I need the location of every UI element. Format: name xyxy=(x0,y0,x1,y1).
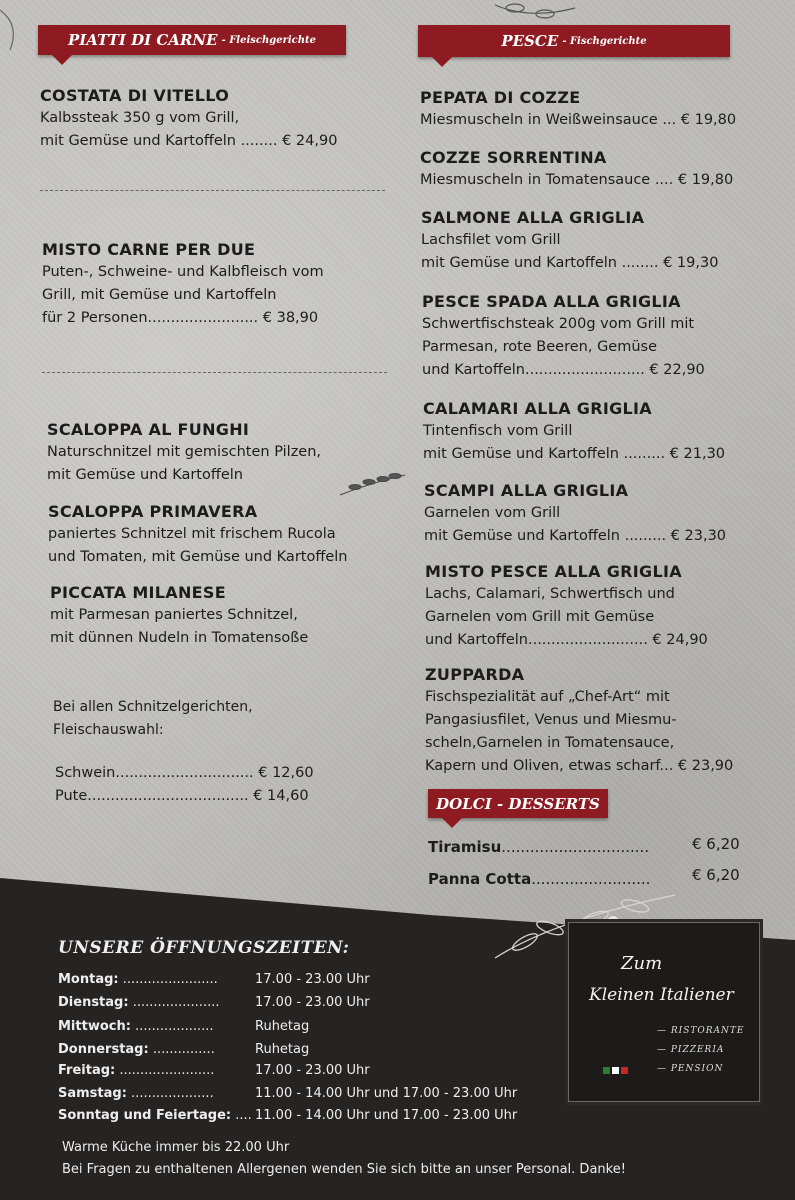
logo-tag-pizzeria: — PIZZERIA xyxy=(657,1045,725,1055)
hours-dots: ............... xyxy=(148,1042,215,1057)
logo-tag-ristorante: — RISTORANTE xyxy=(657,1026,745,1036)
hours-dots: ....................... xyxy=(115,1063,215,1078)
dish-name: COZZE SORRENTINA xyxy=(420,148,607,167)
dish-desc-price: mit Gemüse und Kartoffeln ......... € 21,30 xyxy=(423,446,726,462)
meat-banner-title: PIATTI DI CARNE xyxy=(67,31,218,49)
hours-day: Donnerstag: xyxy=(58,1042,149,1057)
divider xyxy=(42,372,387,373)
dish-calamari xyxy=(423,397,725,466)
dish-pesce-spada xyxy=(422,290,705,382)
dish-desc: mit Gemüse und Kartoffeln xyxy=(47,467,243,483)
dish-desc: scheln,Garnelen in Tomatensauce, xyxy=(425,735,675,751)
hours-dots: ..................... xyxy=(128,995,220,1010)
allergen-note: Bei Fragen zu enthaltenen Allergenen wenden Sie sich bitte an unser Personal. Danke! xyxy=(62,1162,626,1177)
dish-zupparda xyxy=(425,663,733,778)
hours-row xyxy=(58,1019,310,1034)
hours-time: 17.00 - 23.00 Uhr xyxy=(255,1063,370,1078)
hours-dots: .................... xyxy=(126,1086,214,1101)
dish-desc: mit dünnen Nudeln in Tomatensoße xyxy=(50,630,309,646)
dish-piccata-milanese xyxy=(50,581,308,650)
hours-row xyxy=(58,1042,310,1057)
dish-name: PICCATA MILANESE xyxy=(50,583,226,602)
hours-time: 11.00 - 14.00 Uhr und 17.00 - 23.00 Uhr xyxy=(255,1108,518,1123)
dish-desc-price: Kapern und Oliven, etwas scharf... € 23,90 xyxy=(425,758,734,774)
dessert-tiramisu xyxy=(428,838,649,856)
dish-desc: Puten-, Schweine- und Kalbfleisch vom xyxy=(42,264,324,280)
dish-name: MISTO PESCE ALLA GRIGLIA xyxy=(425,562,682,581)
schnitzel-note xyxy=(53,696,253,742)
dessert-tiramisu-price xyxy=(692,835,740,853)
hours-row xyxy=(58,1108,518,1123)
hours-row xyxy=(58,1086,518,1101)
hours-title: UNSERE ÖFFNUNGSZEITEN: xyxy=(58,938,350,958)
herb-sprig-decoration xyxy=(335,455,410,505)
dish-salmone xyxy=(421,206,718,275)
dish-desc: Lachs, Calamari, Schwertfisch und xyxy=(425,586,675,602)
dish-name: ZUPPARDA xyxy=(425,665,525,684)
dessert-dots: ......................... xyxy=(531,870,651,888)
dish-desc-price: mit Gemüse und Kartoffeln ........ € 19,30 xyxy=(421,255,719,271)
meat-banner-subtitle: - Fleischgerichte xyxy=(221,34,317,46)
dish-desc: paniertes Schnitzel mit frischem Rucola xyxy=(48,526,336,542)
dish-name: COSTATA DI VITELLO xyxy=(40,86,230,105)
hours-dots: ....................... xyxy=(118,972,218,987)
dish-desc-price: für 2 Personen........................ € 38,90 xyxy=(42,310,319,326)
hours-dots: ................... xyxy=(130,1019,214,1034)
dish-desc: Naturschnitzel mit gemischten Pilzen, xyxy=(47,444,322,460)
hours-day: Mittwoch: xyxy=(58,1019,131,1034)
dessert-price: € 6,20 xyxy=(692,866,740,884)
meat-banner xyxy=(38,25,346,55)
dish-name: SALMONE ALLA GRIGLIA xyxy=(421,208,645,227)
dish-name: PEPATA DI COZZE xyxy=(420,88,581,107)
dish-scaloppa-funghi xyxy=(47,418,321,487)
restaurant-logo xyxy=(568,922,760,1102)
hours-row xyxy=(58,972,370,987)
dish-misto-pesce xyxy=(425,560,708,652)
hours-day: Montag: xyxy=(58,972,119,987)
dish-scampi xyxy=(424,479,726,548)
dish-name: PESCE SPADA ALLA GRIGLIA xyxy=(422,292,681,311)
dessert-price: € 6,20 xyxy=(692,835,740,853)
hours-row xyxy=(58,995,370,1010)
hours-day: Dienstag: xyxy=(58,995,129,1010)
desserts-banner xyxy=(428,789,608,818)
dessert-panna-cotta-price xyxy=(692,866,740,884)
fish-banner xyxy=(418,25,730,57)
price-pute: Pute................................... € 14,60 xyxy=(55,788,309,804)
dish-desc: Garnelen vom Grill mit Gemüse xyxy=(425,609,655,625)
dish-desc: Lachsfilet vom Grill xyxy=(421,232,561,248)
dessert-name: Tiramisu xyxy=(428,838,502,856)
dish-desc: mit Parmesan paniertes Schnitzel, xyxy=(50,607,298,623)
fish-banner-title: PESCE xyxy=(501,32,559,50)
dish-desc: Garnelen vom Grill xyxy=(424,505,561,521)
dish-desc: und Tomaten, mit Gemüse und Kartoffeln xyxy=(48,549,348,565)
dish-name: SCALOPPA AL FUNGHI xyxy=(47,420,250,439)
dish-desc: Pangasiusfilet, Venus und Miesmu- xyxy=(425,712,677,728)
dish-desc-price: mit Gemüse und Kartoffeln ........ € 24,90 xyxy=(40,133,338,149)
warm-kitchen-note: Warme Küche immer bis 22.00 Uhr xyxy=(62,1140,290,1155)
dessert-name: Panna Cotta xyxy=(428,870,532,888)
dish-desc-price: Miesmuscheln in Tomatensauce .... € 19,80 xyxy=(420,172,734,188)
dish-desc: Kalbssteak 350 g vom Grill, xyxy=(40,110,240,126)
hours-row xyxy=(58,1063,370,1078)
dish-desc-price: mit Gemüse und Kartoffeln ......... € 23,30 xyxy=(424,528,727,544)
dish-pepata-di-cozze xyxy=(420,86,736,132)
dish-name: SCAMPI ALLA GRIGLIA xyxy=(424,481,629,500)
dish-name: CALAMARI ALLA GRIGLIA xyxy=(423,399,652,418)
dish-costata xyxy=(40,84,337,153)
hours-day: Sonntag und Feiertage: xyxy=(58,1108,232,1123)
hours-dots: .... xyxy=(231,1108,252,1123)
price-schwein: Schwein.............................. € 12,60 xyxy=(55,765,314,781)
hours-day: Freitag: xyxy=(58,1063,116,1078)
dish-desc-price: und Kartoffeln.......................... € 22,90 xyxy=(422,362,705,378)
note-line: Bei allen Schnitzelgerichten, xyxy=(53,699,253,715)
dish-desc: Tintenfisch vom Grill xyxy=(423,423,573,439)
hours-time: 11.00 - 14.00 Uhr und 17.00 - 23.00 Uhr xyxy=(255,1086,518,1101)
logo-name: Kleinen Italiener xyxy=(589,985,734,1005)
dessert-dots: ............................... xyxy=(501,838,650,856)
italian-flag-icon xyxy=(603,1067,628,1074)
hours-time: Ruhetag xyxy=(255,1042,310,1057)
dish-cozze-sorrentina xyxy=(420,146,733,192)
dish-name: SCALOPPA PRIMAVERA xyxy=(48,502,258,521)
fish-banner-subtitle: - Fischgerichte xyxy=(562,35,647,47)
dish-desc: Parmesan, rote Beeren, Gemüse xyxy=(422,339,658,355)
hours-time: 17.00 - 23.00 Uhr xyxy=(255,995,370,1010)
dish-scaloppa-primavera xyxy=(48,500,347,569)
ornament-left-decoration xyxy=(0,0,40,60)
logo-tag-pension: — PENSION xyxy=(657,1064,724,1074)
dish-desc-price: Miesmuscheln in Weißweinsauce ... € 19,80 xyxy=(420,112,737,128)
dish-name: MISTO CARNE PER DUE xyxy=(42,240,256,259)
dish-misto-carne xyxy=(42,238,324,330)
hours-time: 17.00 - 23.00 Uhr xyxy=(255,972,370,987)
desserts-banner-title: DOLCI - DESSERTS xyxy=(436,794,600,813)
dish-desc: Grill, mit Gemüse und Kartoffeln xyxy=(42,287,277,303)
hours-day: Samstag: xyxy=(58,1086,127,1101)
hours-time: Ruhetag xyxy=(255,1019,310,1034)
dish-desc: Fischspezialität auf „Chef-Art“ mit xyxy=(425,689,670,705)
dish-desc-price: und Kartoffeln.......................... € 24,90 xyxy=(425,632,708,648)
divider xyxy=(40,190,385,191)
note-line: Fleischauswahl: xyxy=(53,722,164,738)
dish-desc: Schwertfischsteak 200g vom Grill mit xyxy=(422,316,695,332)
logo-zum: Zum xyxy=(621,953,663,974)
